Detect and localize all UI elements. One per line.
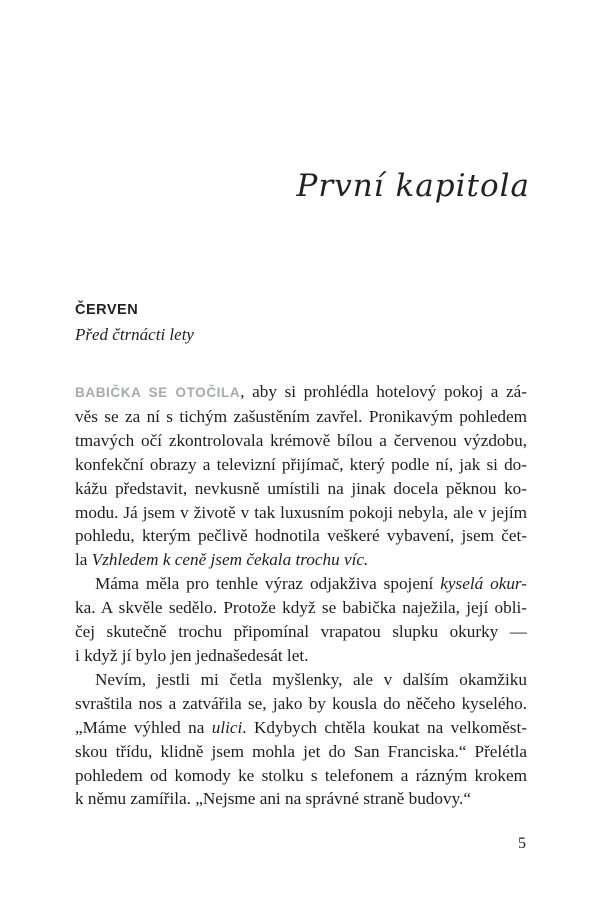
text-line: Nevím, jestli mi četla myšlenky, ale v dalším okamžiku bbox=[95, 669, 527, 689]
text-line: svraštila nos a zatvářila se, jako by kousla do něčeho kyselého. bbox=[75, 693, 527, 713]
italic-street: ulici bbox=[211, 717, 243, 737]
text-line: konfekční obrazy a televizní přijímač, který podle ní, jak si do- bbox=[75, 454, 527, 474]
text-line: i když jí bylo jen jednašedesát let. bbox=[75, 645, 309, 665]
section-subtitle: Před čtrnácti lety bbox=[75, 325, 194, 344]
text-line: la Vzhledem k ceně jsem čekala trochu víc. bbox=[75, 550, 369, 570]
text-line: „Máme výhled na ulici. Kdybych chtěla koukat na velkoměst- bbox=[75, 717, 527, 737]
text-line: pohledu, kterým pečlivě hodnotila veškeré vybavení, jsem čet- bbox=[75, 526, 527, 546]
text-line: kážu představit, nevkusně umístili na jinak docela pěknou ko- bbox=[75, 478, 527, 498]
text-line: skou třídu, klidně jsem mohla jet do San Franciska.“ Přelétla bbox=[75, 741, 527, 761]
text-line: čej skutečně trochu připomínal vrapatou slupku okurky — bbox=[75, 622, 527, 642]
italic-quote: Vzhledem k ceně jsem čekala trochu víc. bbox=[91, 550, 369, 570]
page-number: 5 bbox=[518, 835, 526, 852]
text-line: pohledem od komody ke stolku s telefonem a rázným krokem bbox=[75, 765, 527, 785]
section-heading: ČERVEN bbox=[75, 302, 139, 318]
text-line: Máma měla pro tenhle výraz odjakživa spojení kyselá okur- bbox=[95, 574, 527, 594]
text-line: ka. A skvěle sedělo. Protože když se babička naježila, její obli- bbox=[75, 598, 527, 618]
italic-phrase: kyselá okur- bbox=[440, 574, 527, 594]
text-line: modu. Já jsem v životě v tak luxusním pokoji nebyla, ale v jejím bbox=[75, 502, 527, 522]
chapter-title: První kapitola bbox=[296, 168, 530, 204]
text-line: tmavých očí zkontrolovala krémově bílou a červenou výzdobu, bbox=[75, 430, 527, 450]
lead-in-caps: BABIČKA SE OTOČILA bbox=[75, 385, 241, 400]
text-line: věs se za ní s tichým zašustěním zavřel. Pronikavým pohledem bbox=[75, 406, 527, 426]
body-text bbox=[75, 380, 527, 811]
text-line: BABIČKA SE OTOČILA, aby si prohlédla hotelový pokoj a zá- bbox=[75, 382, 527, 401]
text-line: k němu zamířila. „Nejsme ani na správné straně budovy.“ bbox=[75, 789, 471, 809]
